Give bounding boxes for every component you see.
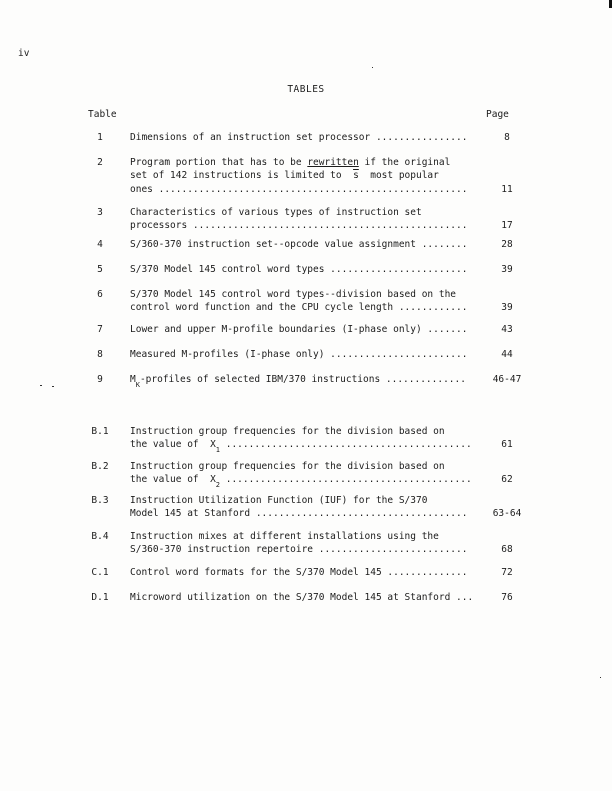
table-entry-caption-line: $M_K$-profiles of selected IBM/370 instructions ..............: [130, 374, 466, 389]
table-entry-page: 8: [504, 132, 510, 143]
table-entry-page: 46-47: [492, 374, 522, 385]
table-entry-caption-line: Instruction mixes at different installations using the: [130, 531, 439, 542]
table-entry-number: 5: [97, 264, 103, 275]
table-entry-number: 1: [97, 132, 103, 143]
table-entry-caption-line: Instruction Utilization Function (IUF) for the S/370: [130, 495, 428, 506]
table-entry-page: 44: [501, 349, 513, 360]
table-entry-caption-line: S/370 Model 145 control word types ........................: [130, 264, 468, 275]
table-entry-caption-line: Measured M-profiles (I-phase only) ........................: [130, 349, 468, 360]
table-entry-caption-line: Characteristics of various types of instruction set: [130, 207, 422, 218]
table-entry-caption-line: ones ......................................................: [130, 183, 468, 195]
table-entry-number: 2: [97, 157, 103, 168]
table-entry-page: 72: [501, 567, 513, 578]
table-entry-number: B.1: [91, 426, 109, 437]
table-entry-page: 76: [501, 592, 513, 603]
table-entry-caption-line: Dimensions of an instruction set processor ................: [130, 132, 468, 143]
table-entry-caption-line: S/370 Model 145 control word types--division based on the: [130, 289, 457, 300]
table-entry-page: 43: [501, 324, 513, 335]
table-entry-caption-line: set of 142 instructions is limited to $\overline{s}$ most popular: [130, 170, 439, 182]
table-entry-page: 68: [501, 544, 513, 556]
table-entry-page: 61: [501, 439, 513, 451]
table-entry-caption-line: Lower and upper M-profile boundaries (I-phase only) .......: [130, 324, 468, 335]
table-entry-caption-line: the value of $X_1$ ...........................................: [130, 439, 472, 455]
table-entry-page: 11: [501, 183, 513, 195]
table-entry-number: B.3: [91, 495, 109, 506]
scan-speck: [40, 385, 42, 386]
table-entry-page: 17: [501, 220, 513, 232]
table-entry-number: 9: [97, 374, 103, 385]
table-column-header: Table: [88, 109, 117, 120]
table-entry-caption-line: Program portion that has to be rewritten if the original: [130, 157, 451, 168]
table-entry-caption-line: Instruction group frequencies for the division based on: [130, 426, 445, 437]
table-entry-number: 7: [97, 324, 103, 335]
table-entry-page: 62: [501, 474, 513, 486]
table-entry-caption-line: S/360-370 instruction set--opcode value assignment ........: [130, 239, 468, 250]
table-entry-caption-line: control word function and the CPU cycle length ............: [130, 302, 468, 314]
table-entry-page: 28: [501, 239, 513, 250]
table-entry-number: 6: [97, 289, 103, 300]
table-entry-number: B.4: [91, 531, 109, 542]
table-entry-number: 3: [97, 207, 103, 218]
table-entry-caption-line: Model 145 at Stanford .....................................: [130, 508, 468, 520]
table-entry-number: 4: [97, 239, 103, 250]
table-entry-number: C.1: [91, 567, 109, 578]
table-entry-page: 39: [501, 302, 513, 314]
table-entry-caption-line: Microword utilization on the S/370 Model 145 at Stanford ...: [130, 592, 474, 603]
page-column-header: Page: [486, 109, 509, 120]
table-entry-caption-line: Instruction group frequencies for the division based on: [130, 461, 445, 472]
page-number: iv: [18, 48, 30, 59]
table-entry-caption-line: the value of $X_2$ ...........................................: [130, 474, 472, 490]
table-entry-caption-line: S/360-370 instruction repertoire ..........................: [130, 544, 468, 556]
table-entry-number: 8: [97, 349, 103, 360]
table-entry-page: 39: [501, 264, 513, 275]
scan-speck: [52, 386, 54, 387]
table-entry-page: 63-64: [492, 508, 522, 520]
scan-speck: [600, 677, 601, 678]
scan-speck: [372, 67, 373, 68]
table-entry-number: D.1: [91, 592, 109, 603]
table-entry-caption-line: Control word formats for the S/370 Model 145 ..............: [130, 567, 468, 578]
page-title: TABLES: [287, 84, 325, 95]
table-entry-caption-line: processors ................................................: [130, 220, 468, 232]
table-entry-number: B.2: [91, 461, 109, 472]
